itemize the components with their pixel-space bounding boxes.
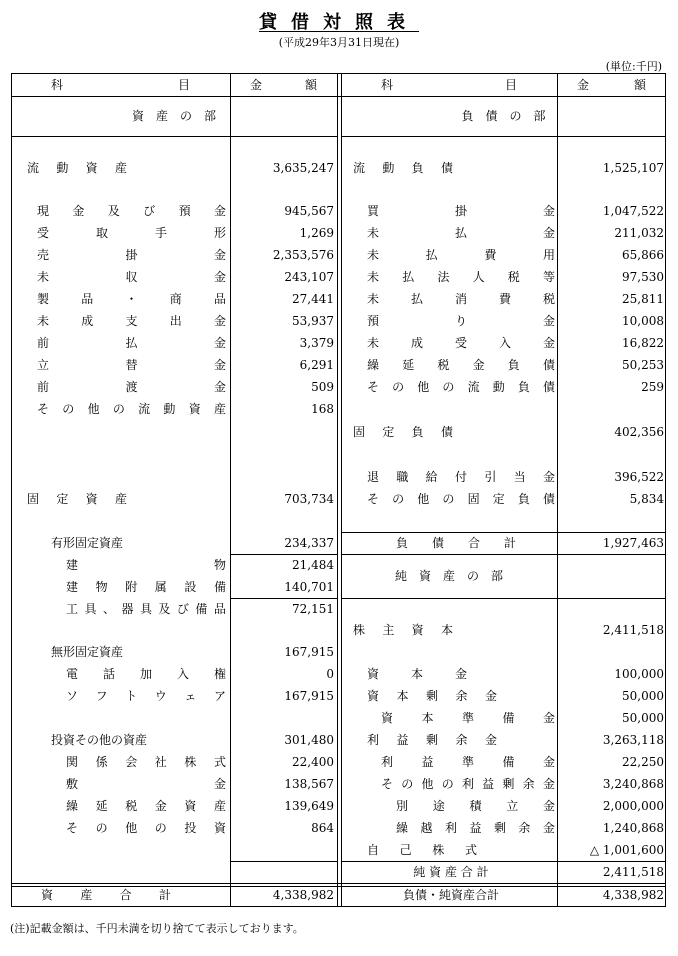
asset-value: 53,937: [292, 314, 334, 328]
unit-label: (単位:千円): [605, 60, 662, 73]
asset-label: 有形固定資産: [51, 536, 124, 550]
equity-label: 自 己 株 式: [367, 843, 477, 857]
liability-value: 1,525,107: [602, 161, 664, 175]
asset-value: 140,701: [284, 580, 334, 594]
equity-label: 資 本 準 備 金: [381, 711, 555, 725]
asset-value: 864: [311, 821, 334, 835]
asset-label: 立 替 金: [37, 358, 226, 372]
asset-label: 工 具 、 器 具 及 び 備 品: [66, 602, 226, 616]
asset-value: 243,107: [284, 270, 334, 284]
equity-value: 50,000: [622, 711, 664, 725]
asset-label: 前 払 金: [37, 336, 226, 350]
asset-value: 168: [311, 402, 334, 416]
center-divider-b: [341, 73, 342, 907]
asset-value: 3,379: [299, 336, 334, 350]
asset-value: 3,635,247: [272, 161, 334, 175]
section-rule: [11, 136, 337, 137]
asset-value: 167,915: [284, 645, 334, 659]
liability-label: 未 払 法 人 税 等: [367, 270, 555, 284]
asset-label: 製 品 ・ 商 品: [37, 292, 226, 306]
equity-value: 100,000: [614, 667, 664, 681]
equity-value: 2,411,518: [602, 623, 664, 637]
asset-value: 167,915: [284, 689, 334, 703]
liability-value: 97,530: [622, 270, 664, 284]
liab-total-rule-bottom: [341, 554, 666, 555]
liability-value: 259: [641, 380, 664, 394]
liability-value: 10,008: [622, 314, 664, 328]
liability-value: 5,834: [629, 492, 664, 506]
asset-value: 509: [311, 380, 334, 394]
liabilities-total-value: 1,927,463: [602, 536, 664, 550]
asset-label: 無形固定資産: [51, 645, 124, 659]
asset-sub-rule: [230, 598, 337, 599]
asset-sub-rule: [230, 554, 337, 555]
equity-value: 3,263,118: [602, 733, 664, 747]
liability-label: 未 払 消 費 税: [367, 292, 555, 306]
equity-total-label: 純 資 産 合 計: [413, 865, 489, 879]
liability-label: 流 動 負 債: [353, 161, 453, 175]
equity-total-value: 2,411,518: [602, 865, 664, 879]
asset-label: 建 物 附 属 設 備: [66, 580, 226, 594]
asset-value: 301,480: [284, 733, 334, 747]
section-rule: [341, 136, 666, 137]
liabilities-total-label: 負 債 合 計: [396, 536, 516, 550]
asset-label: 前 渡 金: [37, 380, 226, 394]
asset-value: 1,269: [299, 226, 334, 240]
liability-value: 402,356: [614, 425, 664, 439]
asset-label: 受 取 手 形: [37, 226, 226, 240]
liability-value: 396,522: [614, 470, 664, 484]
asset-label: 関 係 会 社 株 式: [66, 755, 226, 769]
footnote: (注)記載金額は、千円未満を切り捨てて表示しております。: [10, 922, 304, 935]
grand-total-label: 負債・純資産合計: [402, 888, 499, 902]
equity-label: 別 途 積 立 金: [396, 799, 555, 813]
equity-label: 利 益 準 備 金: [381, 755, 555, 769]
liability-label: 未 成 受 入 金: [367, 336, 555, 350]
liability-label: 繰 延 税 金 負 債: [367, 358, 555, 372]
equity-value: 50,000: [622, 689, 664, 703]
liability-value: 50,253: [622, 358, 664, 372]
asset-value: 703,734: [284, 492, 334, 506]
equity-label: 繰 越 利 益 剰 余 金: [396, 821, 555, 835]
header-bottom-rule: [11, 96, 666, 97]
asset-label: そ の 他 の 投 資: [66, 821, 226, 835]
liability-label: 未 払 費 用: [367, 248, 555, 262]
header-item: 科 目: [51, 78, 190, 92]
liability-label: そ の 他 の 流 動 負 債: [367, 380, 555, 394]
report-date: (平成29年3月31日現在): [278, 36, 400, 49]
assets-total-label: 資 産 合 計: [41, 888, 171, 902]
equity-label: 利 益 剰 余 金: [367, 733, 497, 747]
asset-label: 未 成 支 出 金: [37, 314, 226, 328]
liability-label: 未 払 金: [367, 226, 555, 240]
asset-label: 固 定 資 産: [27, 492, 127, 506]
liability-value: 16,822: [622, 336, 664, 350]
asset-label: 投資その他の資産: [51, 733, 148, 747]
equity-label: 資 本 金: [367, 667, 467, 681]
asset-label: 売 掛 金: [37, 248, 226, 262]
asset-label: 未 収 金: [37, 270, 226, 284]
liability-label: そ の 他 の 固 定 負 債: [367, 492, 555, 506]
asset-sub-rule: [230, 861, 337, 862]
asset-value: 234,337: [284, 536, 334, 550]
equity-value: 3,240,868: [602, 777, 664, 791]
asset-label: 流 動 資 産: [27, 161, 127, 175]
header-item: 科 目: [381, 78, 517, 92]
equity-value: △ 1,001,600: [589, 843, 664, 857]
asset-label: そ の 他 の 流 動 資 産: [37, 402, 226, 416]
equity-label: 株 主 資 本: [353, 623, 453, 637]
liabilities-section-title: 負 債 の 部: [461, 109, 546, 123]
header-amount: 金 額: [577, 78, 646, 92]
liability-label: 買 掛 金: [367, 204, 555, 218]
assets-section-title: 資 産 の 部: [131, 109, 216, 123]
liability-value: 65,866: [622, 248, 664, 262]
asset-value: 72,151: [292, 602, 334, 616]
asset-label: 現 金 及 び 預 金: [37, 204, 226, 218]
liability-label: 預 り 金: [367, 314, 555, 328]
liability-value: 1,047,522: [602, 204, 664, 218]
asset-value: 138,567: [284, 777, 334, 791]
asset-label: 電 話 加 入 権: [66, 667, 226, 681]
liability-label: 退 職 給 付 引 当 金: [367, 470, 555, 484]
asset-label: 建 物: [66, 558, 226, 572]
asset-value: 2,353,576: [272, 248, 334, 262]
liability-value: 25,811: [622, 292, 664, 306]
asset-value: 27,441: [292, 292, 334, 306]
total-rule: [11, 883, 666, 884]
asset-label: 繰 延 税 金 資 産: [66, 799, 226, 813]
equity-value: 2,000,000: [602, 799, 664, 813]
equity-label: そ の 他 の 利 益 剰 余 金: [381, 777, 555, 791]
equity-label: 資 本 剰 余 金: [367, 689, 497, 703]
asset-value: 21,484: [292, 558, 334, 572]
equity-value: 1,240,868: [602, 821, 664, 835]
asset-value: 6,291: [299, 358, 334, 372]
equity-section-title: 純 資 産 の 部: [394, 569, 503, 583]
assets-total-value: 4,338,982: [272, 888, 334, 902]
liability-label: 固 定 負 債: [353, 425, 453, 439]
asset-label: 敷 金: [66, 777, 226, 791]
asset-value: 22,400: [292, 755, 334, 769]
header-amount: 金 額: [250, 78, 317, 92]
asset-value: 945,567: [284, 204, 334, 218]
page-title: 貸借対照表: [259, 12, 419, 33]
asset-value: 0: [326, 667, 334, 681]
equity-value: 22,250: [622, 755, 664, 769]
center-divider-a: [337, 73, 338, 907]
asset-label: ソ フ ト ウ ェ ア: [66, 689, 226, 703]
equity-section-rule: [341, 598, 666, 599]
asset-value: 139,649: [284, 799, 334, 813]
grand-total-value: 4,338,982: [602, 888, 664, 902]
liability-value: 211,032: [614, 226, 664, 240]
